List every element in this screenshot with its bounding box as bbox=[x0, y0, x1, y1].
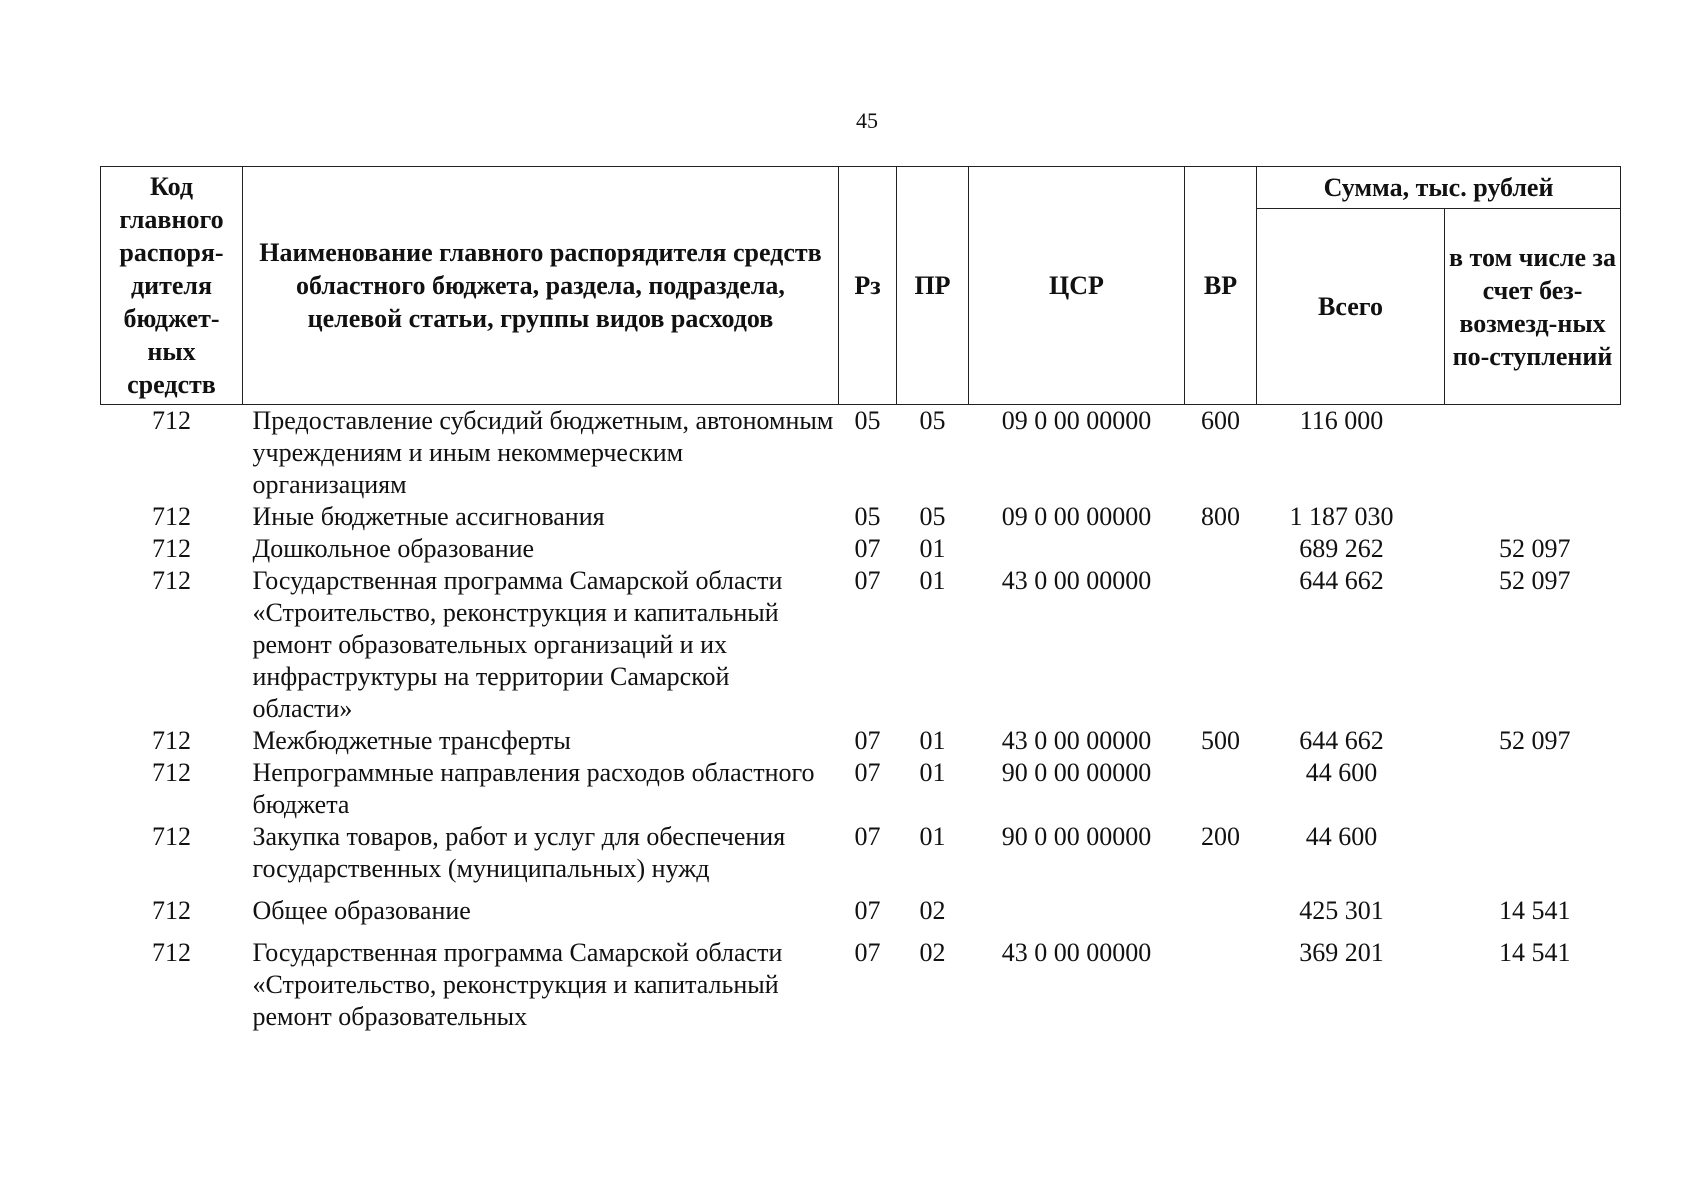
header-rz: Рз bbox=[839, 167, 897, 405]
table-row bbox=[101, 405, 1621, 502]
cell-total: 1 187 030 bbox=[1289, 502, 1394, 531]
cell-pr: 02 bbox=[919, 896, 946, 925]
cell-total: 116 000 bbox=[1299, 406, 1384, 435]
table-row bbox=[101, 757, 1621, 821]
header-total: Всего bbox=[1257, 209, 1445, 405]
cell-free bbox=[1445, 821, 1621, 885]
cell-vr bbox=[1185, 757, 1257, 821]
table-row bbox=[101, 725, 1621, 757]
cell-free bbox=[1445, 501, 1621, 533]
page-number: 45 bbox=[856, 108, 878, 133]
row-spacer bbox=[101, 885, 1621, 895]
cell-rz: 07 bbox=[854, 726, 881, 755]
cell-rz: 07 bbox=[854, 896, 881, 925]
cell-pr: 01 bbox=[919, 758, 946, 787]
row-spacer bbox=[101, 927, 1621, 937]
cell-vr: 500 bbox=[1201, 726, 1240, 755]
table-row bbox=[101, 821, 1621, 885]
cell-csr: 90 0 00 00000 bbox=[1001, 822, 1152, 851]
cell-vr bbox=[1185, 533, 1257, 565]
cell-name: Государственная программа Самарской области «Строительство, реконструкция и капитальный ремонт образовательных организаций и их инфраструктуры на территории Самарской области» bbox=[252, 566, 783, 723]
cell-name: Предоставление субсидий бюджетным, автономным учреждениям и иным некоммерческим организациям bbox=[252, 406, 834, 499]
cell-free bbox=[1445, 405, 1621, 502]
cell-code: 712 bbox=[152, 896, 191, 925]
cell-name: Общее образование bbox=[252, 896, 471, 925]
cell-csr: 43 0 00 00000 bbox=[1001, 938, 1152, 967]
cell-pr: 05 bbox=[919, 502, 946, 531]
cell-pr: 01 bbox=[919, 726, 946, 755]
header-pr: ПР bbox=[897, 167, 969, 405]
budget-table bbox=[100, 166, 1621, 1033]
cell-total: 689 262 bbox=[1299, 534, 1384, 563]
cell-rz: 07 bbox=[854, 534, 881, 563]
header-sum-group: Сумма, тыс. рублей bbox=[1257, 167, 1621, 209]
cell-total: 44 600 bbox=[1305, 822, 1378, 851]
cell-rz: 07 bbox=[854, 758, 881, 787]
header-csr: ЦСР bbox=[969, 167, 1185, 405]
table-row bbox=[101, 895, 1621, 927]
cell-free: 14 541 bbox=[1499, 938, 1571, 967]
table-row bbox=[101, 937, 1621, 1033]
cell-total: 644 662 bbox=[1299, 726, 1384, 755]
cell-code: 712 bbox=[152, 502, 191, 531]
table-row bbox=[101, 501, 1621, 533]
cell-total: 425 301 bbox=[1299, 896, 1384, 925]
cell-vr: 600 bbox=[1201, 406, 1240, 435]
cell-total: 644 662 bbox=[1299, 566, 1384, 595]
cell-rz: 07 bbox=[854, 938, 881, 967]
cell-code: 712 bbox=[152, 758, 191, 787]
cell-free bbox=[1445, 757, 1621, 821]
cell-free: 52 097 bbox=[1499, 726, 1571, 755]
cell-code: 712 bbox=[152, 566, 191, 595]
cell-total: 369 201 bbox=[1299, 938, 1384, 967]
table-row bbox=[101, 533, 1621, 565]
cell-name: Непрограммные направления расходов областного бюджета bbox=[252, 758, 815, 819]
cell-total: 44 600 bbox=[1305, 758, 1378, 787]
cell-rz: 07 bbox=[854, 822, 881, 851]
header-free: в том числе за счет без-возмезд-ных по-ступлений bbox=[1445, 209, 1621, 405]
cell-code: 712 bbox=[152, 938, 191, 967]
table-row bbox=[101, 565, 1621, 725]
cell-name: Дошкольное образование bbox=[252, 534, 535, 563]
cell-csr: 90 0 00 00000 bbox=[1001, 758, 1152, 787]
header-code: Код главного распоря-дителя бюджет-ных средств bbox=[101, 167, 243, 405]
header-vr: ВР bbox=[1185, 167, 1257, 405]
cell-csr: 43 0 00 00000 bbox=[1001, 726, 1152, 755]
cell-code: 712 bbox=[152, 822, 191, 851]
cell-name: Иные бюджетные ассигнования bbox=[252, 502, 605, 531]
cell-name: Закупка товаров, работ и услуг для обеспечения государственных (муниципальных) нужд bbox=[252, 822, 786, 883]
cell-vr bbox=[1185, 565, 1257, 725]
cell-pr: 01 bbox=[919, 534, 946, 563]
cell-pr: 01 bbox=[919, 822, 946, 851]
cell-csr: 09 0 00 00000 bbox=[1001, 502, 1152, 531]
cell-free: 52 097 bbox=[1499, 566, 1571, 595]
cell-code: 712 bbox=[152, 534, 191, 563]
cell-vr: 200 bbox=[1201, 822, 1240, 851]
cell-name: Межбюджетные трансферты bbox=[252, 726, 571, 755]
cell-vr bbox=[1185, 937, 1257, 1033]
cell-vr bbox=[1185, 895, 1257, 927]
cell-pr: 01 bbox=[919, 566, 946, 595]
cell-vr: 800 bbox=[1201, 502, 1240, 531]
cell-rz: 05 bbox=[854, 406, 881, 435]
cell-free: 14 541 bbox=[1499, 896, 1571, 925]
cell-csr bbox=[969, 533, 1185, 565]
cell-name: Государственная программа Самарской области «Строительство, реконструкция и капитальный ремонт образовательных bbox=[252, 938, 783, 1031]
cell-csr: 43 0 00 00000 bbox=[1001, 566, 1152, 595]
cell-free: 52 097 bbox=[1499, 534, 1571, 563]
header-name: Наименование главного распорядителя средств областного бюджета, раздела, подраздела, целевой статьи, группы видов расходов bbox=[243, 167, 839, 405]
cell-code: 712 bbox=[152, 406, 191, 435]
cell-csr: 09 0 00 00000 bbox=[1001, 406, 1152, 435]
cell-pr: 05 bbox=[919, 406, 946, 435]
cell-csr bbox=[969, 895, 1185, 927]
cell-rz: 07 bbox=[854, 566, 881, 595]
cell-rz: 05 bbox=[854, 502, 881, 531]
cell-code: 712 bbox=[152, 726, 191, 755]
cell-pr: 02 bbox=[919, 938, 946, 967]
